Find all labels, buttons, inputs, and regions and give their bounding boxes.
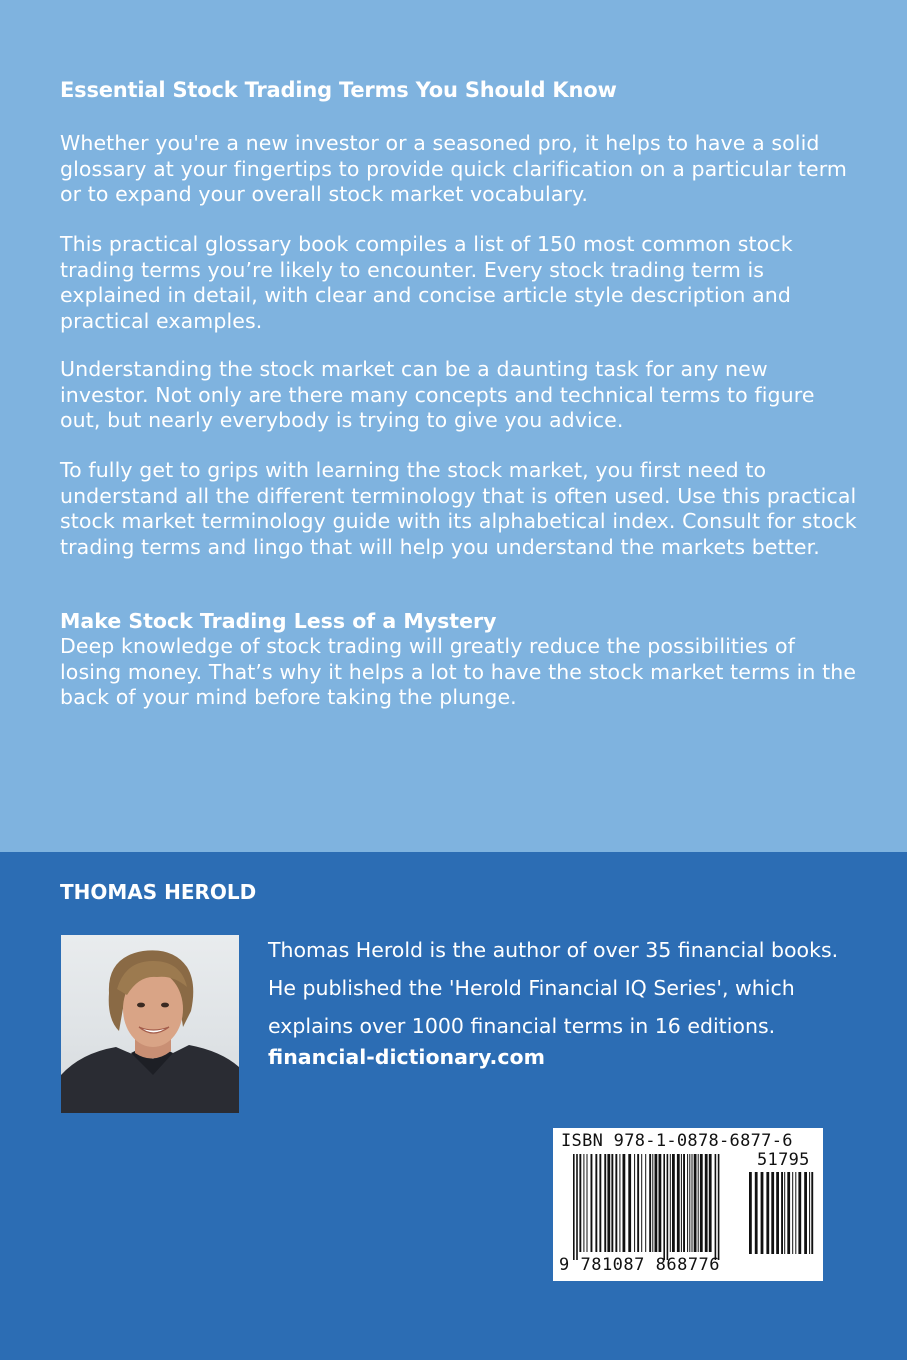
barcode-bar bbox=[663, 1154, 665, 1260]
isbn-barcode bbox=[553, 1128, 823, 1281]
barcode-bar bbox=[655, 1154, 658, 1252]
barcode-bar bbox=[634, 1154, 635, 1252]
barcode-bar bbox=[641, 1154, 642, 1252]
barcode-bar bbox=[619, 1154, 620, 1252]
barcode-bar bbox=[607, 1154, 610, 1252]
barcode-bar bbox=[670, 1154, 671, 1252]
barcode-bar bbox=[787, 1172, 790, 1254]
barcode-bar bbox=[587, 1154, 588, 1252]
barcode-bar bbox=[771, 1172, 774, 1254]
barcode-bar bbox=[576, 1154, 578, 1260]
barcode-bar bbox=[687, 1154, 688, 1252]
barcode-bar bbox=[784, 1172, 785, 1254]
description-subheading: Make Stock Trading Less of a Mystery bbox=[60, 609, 497, 633]
barcode-bar bbox=[811, 1172, 813, 1254]
barcode-bar bbox=[795, 1172, 796, 1254]
author-name: THOMAS HEROLD bbox=[60, 880, 257, 904]
barcode-bar bbox=[683, 1154, 685, 1252]
barcode-bar bbox=[781, 1172, 783, 1254]
barcode-bar bbox=[718, 1154, 720, 1260]
barcode-bar bbox=[798, 1172, 801, 1254]
barcode-bar bbox=[573, 1154, 575, 1260]
barcode-bar bbox=[694, 1154, 697, 1252]
price-addon: 51795 bbox=[757, 1150, 810, 1170]
description-paragraph-4: To fully get to grips with learning the stock market, you first need to understand all the different terminology that is often used. Use this practical stock market terminology guide with its alphabetical index. Consult for stock trading terms and lingo that will help you understand the markets better. bbox=[60, 458, 857, 559]
barcode-bar bbox=[698, 1154, 699, 1252]
barcode-bar bbox=[599, 1154, 601, 1252]
description-heading: Essential Stock Trading Terms You Should Know bbox=[60, 78, 617, 102]
barcode-bar bbox=[705, 1154, 708, 1252]
barcode-bar bbox=[645, 1154, 646, 1252]
barcode-bar bbox=[715, 1154, 717, 1260]
author-website-link[interactable]: financial-dictionary.com bbox=[268, 1045, 545, 1069]
barcode-bar bbox=[761, 1172, 764, 1254]
barcode-bar bbox=[595, 1154, 597, 1252]
barcode-bar bbox=[766, 1172, 769, 1254]
barcode-bar bbox=[667, 1154, 669, 1260]
barcode-bar bbox=[755, 1172, 758, 1254]
barcode-bar bbox=[579, 1154, 581, 1252]
description-paragraph-3: Understanding the stock market can be a daunting task for any new investor. Not only are there many concepts and technical terms to figure out, but nearly everybody is trying to give you advice. bbox=[60, 357, 815, 432]
barcode-bar bbox=[591, 1154, 593, 1252]
description-paragraph-1: Whether you're a new investor or a seasoned pro, it helps to have a solid glossary at your fingertips to provide quick clarification on a particular term or to expand your overall stock market vocabulary. bbox=[60, 131, 847, 206]
barcode-bar bbox=[649, 1154, 651, 1252]
barcode-bar bbox=[672, 1154, 675, 1252]
author-bio: Thomas Herold is the author of over 35 financial books. He published the 'Herold Financial IQ Series', which explains over 1000 financial terms in 16 editions. bbox=[268, 938, 839, 1038]
barcode-bar bbox=[611, 1154, 613, 1252]
barcode-bar bbox=[776, 1172, 779, 1254]
author-panel bbox=[0, 852, 907, 1360]
barcode-bar bbox=[615, 1154, 617, 1252]
author-portrait-icon bbox=[61, 935, 239, 1113]
barcode-bar bbox=[677, 1154, 680, 1252]
description-closing: Deep knowledge of stock trading will greatly reduce the possibilities of losing money. That’s why it helps a lot to have the stock market terms in the back of your mind before taking the plunge. bbox=[60, 634, 857, 709]
barcode-bar bbox=[637, 1154, 639, 1252]
barcode-bar bbox=[689, 1154, 690, 1252]
barcode-bar bbox=[659, 1154, 662, 1252]
barcode-bar bbox=[804, 1172, 807, 1254]
barcode-bar bbox=[692, 1154, 693, 1252]
barcode-bar bbox=[809, 1172, 810, 1254]
barcode-bar bbox=[749, 1172, 752, 1254]
barcode-bar bbox=[604, 1154, 606, 1252]
ean-digits: 9 781087 868776 bbox=[559, 1255, 721, 1275]
isbn-number: ISBN 978-1-0878-6877-6 bbox=[561, 1131, 793, 1151]
description-paragraph-2: This practical glossary book compiles a list of 150 most common stock trading terms you’re likely to encounter. Every stock trading term is explained in detail, with clear and concise article style description and practical examples. bbox=[60, 232, 793, 333]
barcode-bar bbox=[681, 1154, 682, 1252]
barcode-bar bbox=[628, 1154, 631, 1252]
barcode-bar bbox=[700, 1154, 703, 1252]
barcode-bar bbox=[583, 1154, 584, 1252]
author-photo bbox=[61, 935, 239, 1113]
barcode-bar bbox=[709, 1154, 712, 1252]
barcode-bar bbox=[652, 1154, 653, 1252]
barcode-bar bbox=[792, 1172, 793, 1254]
barcode-bar bbox=[623, 1154, 626, 1252]
